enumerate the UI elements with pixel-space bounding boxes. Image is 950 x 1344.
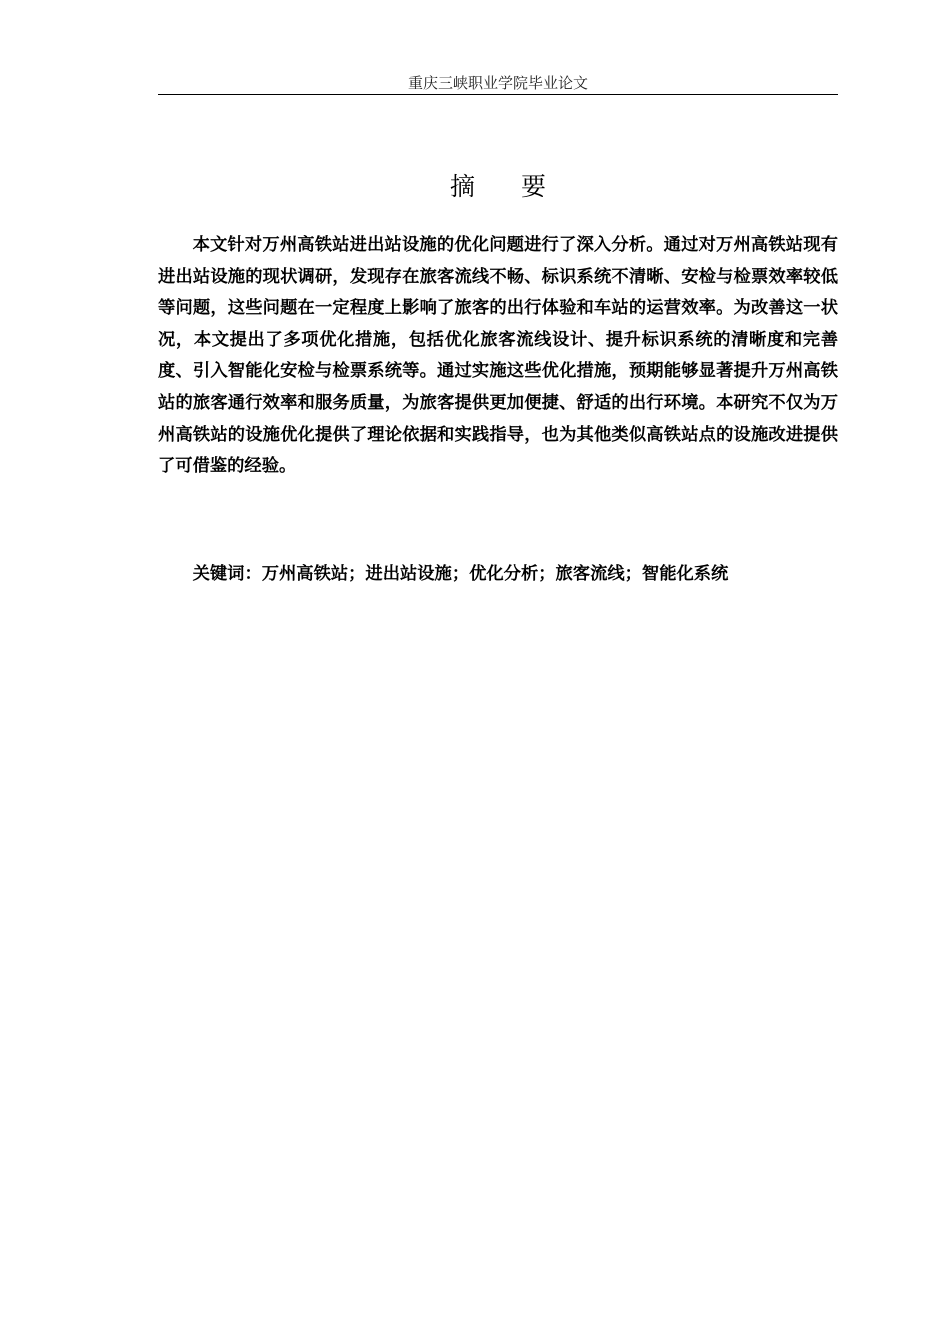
- abstract-title-char-2: 要: [521, 172, 547, 201]
- abstract-title-char-1: 摘: [449, 172, 475, 201]
- running-header: 重庆三峡职业学院毕业论文: [407, 74, 588, 92]
- keywords-line: 关键词：万州高铁站；进出站设施；优化分析；旅客流线；智能化系统: [192, 564, 729, 584]
- header-rule: [158, 94, 838, 95]
- abstract-body: 本文针对万州高铁站进出站设施的优化问题进行了深入分析。通过对万州高铁站现有进出站设施的现状调研，发现存在旅客流线不畅、标识系统不清晰、安检与检票效率较低等问题，这些问题在一定程度上影响了旅客的出行体验和车站的运营效率。为改善这一状况，本文提出了多项优化措施，包括优化旅客流线设计、提升标识系统的清晰度和完善度、引入智能化安检与检票系统等。通过实施这些优化措施，预期能够显著提升万州高铁站的旅客通行效率和服务质量，为旅客提供更加便捷、舒适的出行环境。本研究不仅为万州高铁站的设施优化提供了理论依据和实践指导，也为其他类似高铁站点的设施改进提供了可借鉴的经验。: [158, 235, 838, 477]
- abstract-title: [158, 170, 838, 204]
